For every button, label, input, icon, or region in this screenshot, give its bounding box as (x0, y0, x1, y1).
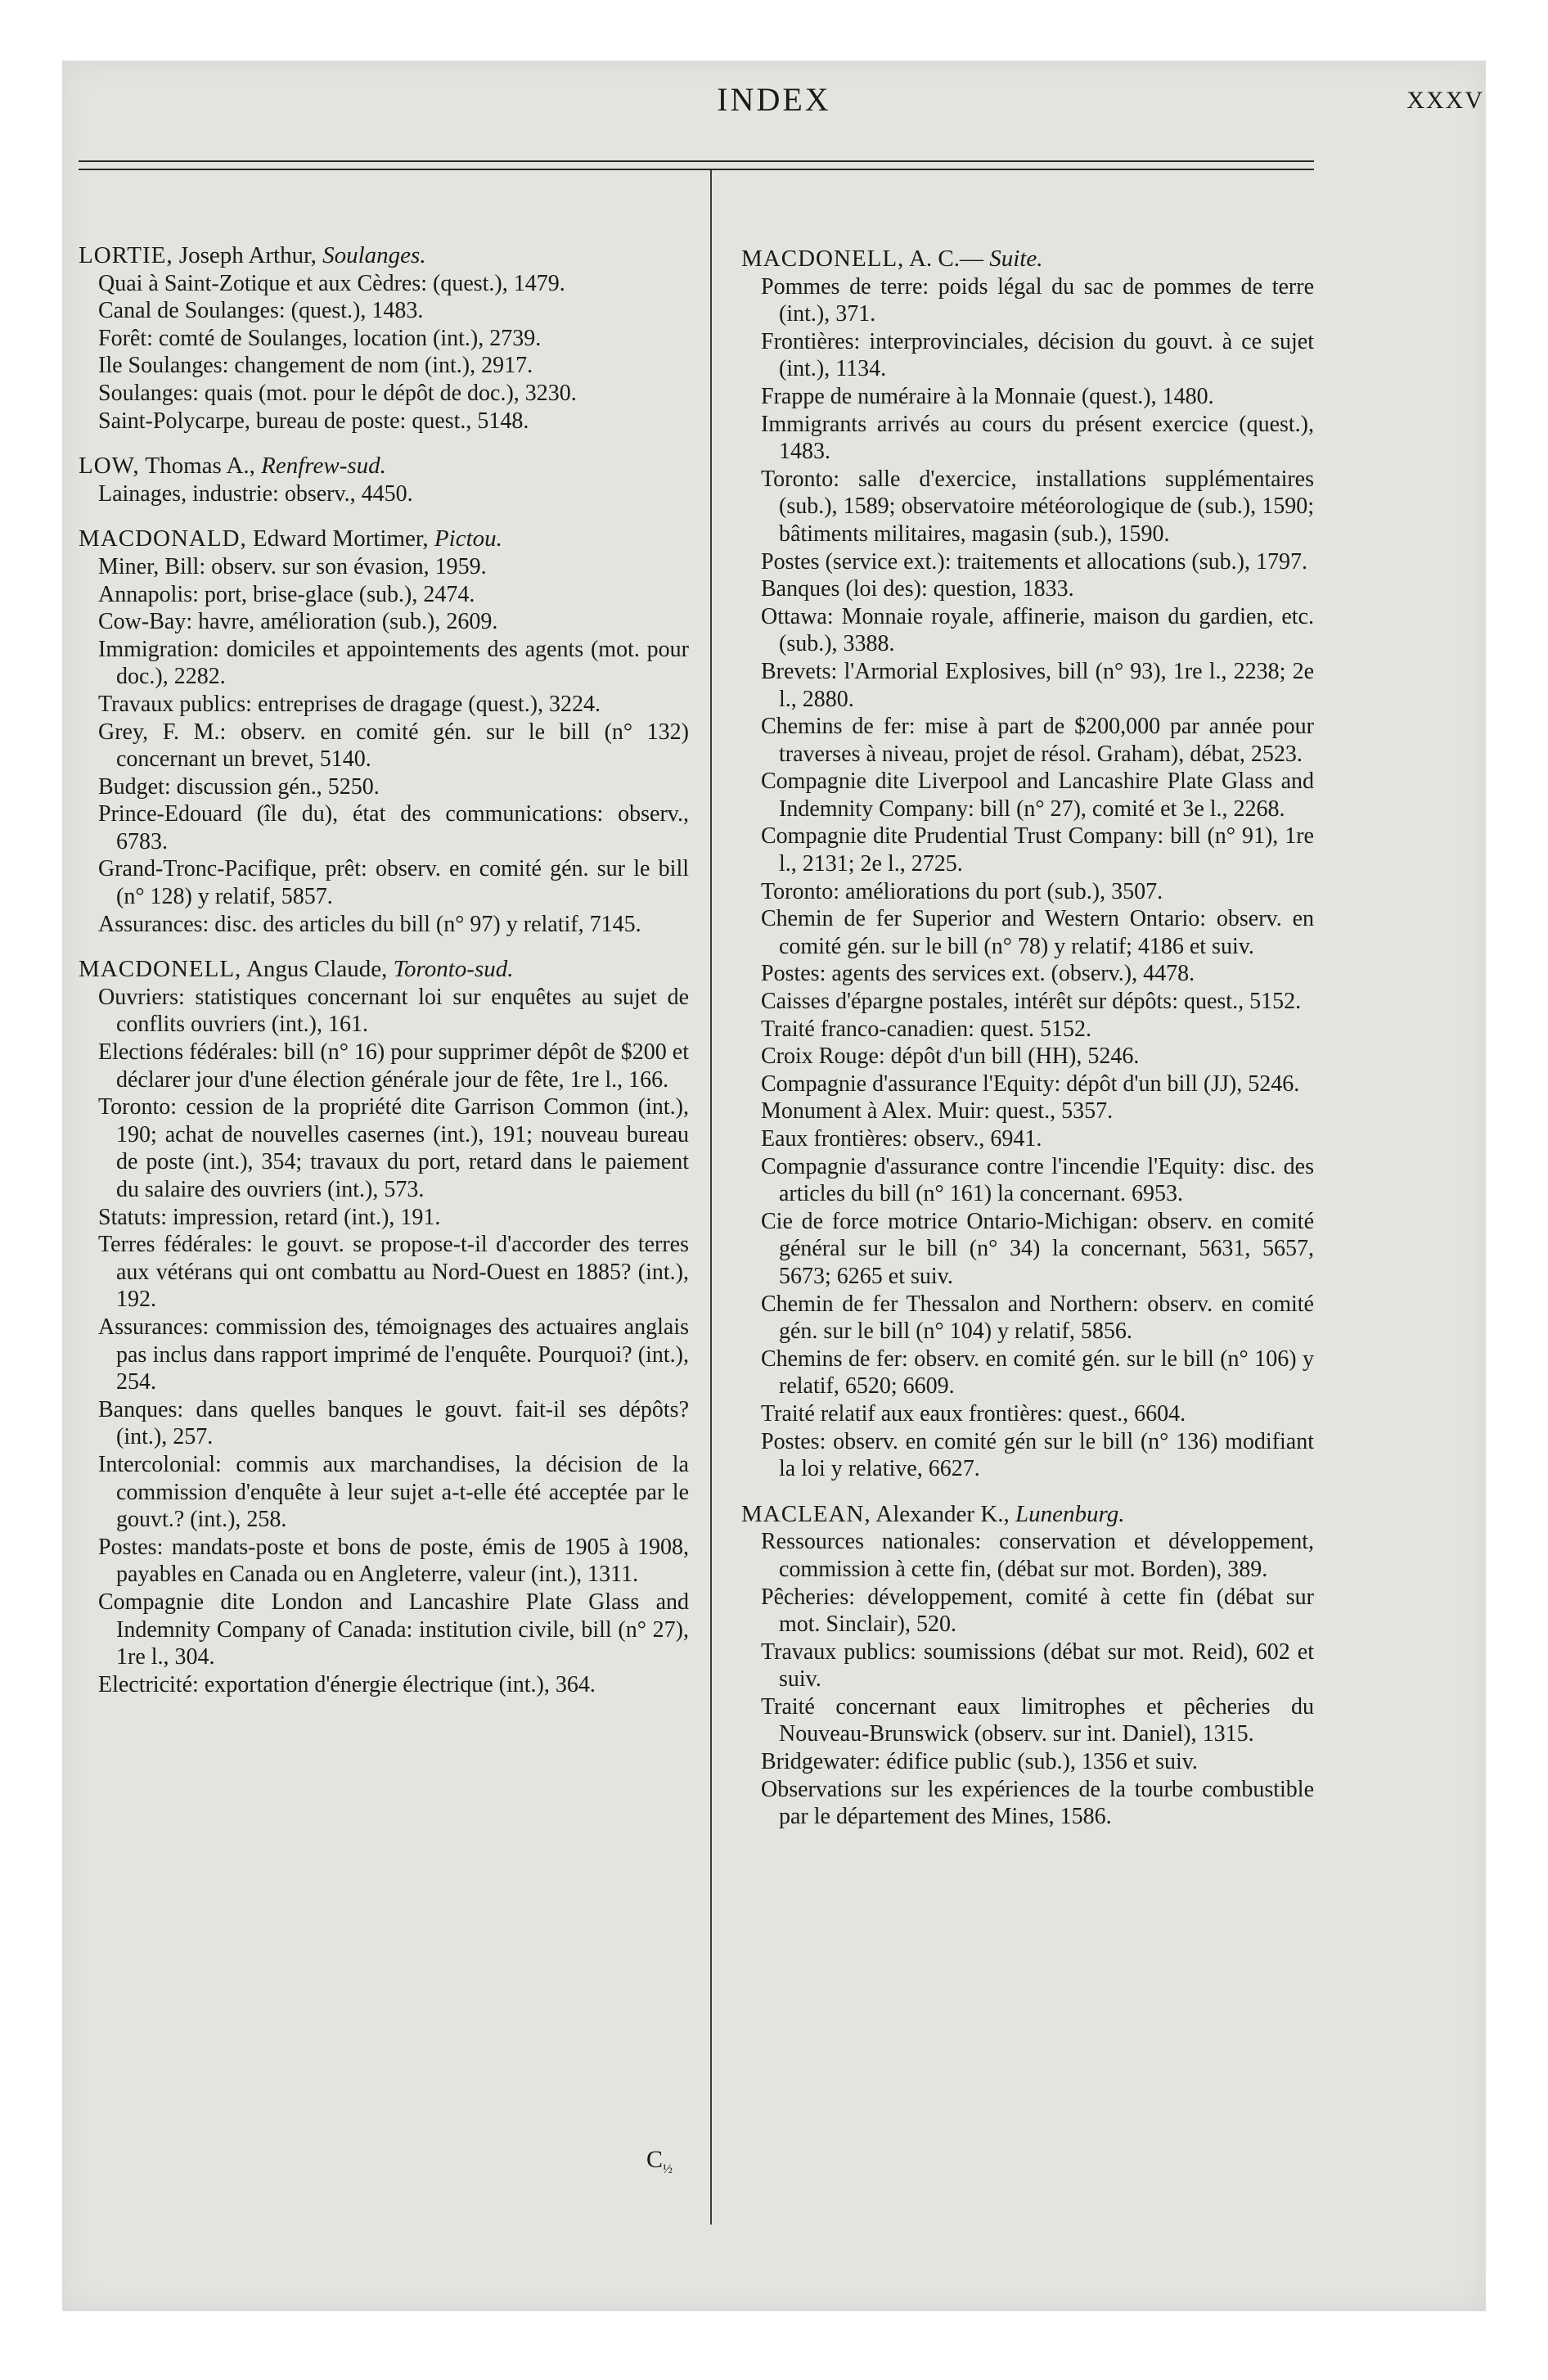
entry-item: Intercolonial: commis aux marchandises, la décision de la commission d'enquête à leur sujet a-t-elle été acceptée par le gouvt.? (int.), 258. (98, 1451, 689, 1533)
entry-item: Assurances: disc. des articles du bill (n° 97) y relatif, 7145. (98, 911, 641, 937)
index-entry (741, 1501, 1314, 1831)
entry-item: Grand-Tronc-Pacifique, prêt: observ. en comité gén. sur le bill (n° 128) y relatif, 5857. (98, 856, 689, 910)
entry-item: Chemin de fer Superior and Western Ontario: observ. en comité gén. sur le bill (n° 78) y relatif; 4186 et suiv. (761, 906, 1314, 959)
entry-item: Compagnie dite Prudential Trust Company: bill (n° 91), 1re l., 2131; 2e l., 2725. (761, 823, 1314, 877)
signature-mark (646, 2146, 673, 2177)
entry-item: Postes: mandats-poste et bons de poste, émis de 1905 à 1908, payables en Canada ou en Angleterre, valeur (int.), 1311. (98, 1534, 689, 1588)
header-rule (79, 160, 1314, 162)
entry-item: Budget: discussion gén., 5250. (98, 773, 380, 800)
entry-item: Terres fédérales: le gouvt. se propose-t-il d'accorder des terres aux vétérans qui ont combattu au Nord-Ouest en 1885? (int.), 192. (98, 1232, 689, 1313)
entry-item: Chemin de fer Thessalon and Northern: observ. en comité gén. sur le bill (n° 104) y relatif, 5856. (761, 1291, 1314, 1345)
entry-given-name: Edward Mortimer, (253, 525, 429, 552)
entry-given-name: Alexander K., (875, 1500, 1010, 1527)
entry-item: Miner, Bill: observ. sur son évasion, 1959. (98, 553, 487, 579)
entry-item: Traité relatif aux eaux frontières: quest., 6604. (761, 1400, 1186, 1427)
entry-item: Cie de force motrice Ontario-Michigan: observ. en comité général sur le bill (n° 34) la concernant, 5631, 5657, 5673; 6265 et suiv. (761, 1208, 1314, 1289)
entry-item: Postes: observ. en comité gén sur le bill (n° 136) modifiant la loi y relative, 6627. (761, 1428, 1314, 1482)
entry-item: Frappe de numéraire à la Monnaie (quest.), 1480. (761, 383, 1214, 409)
entry-item: Toronto: cession de la propriété dite Garrison Common (int.), 190; achat de nouvelles casernes (int.), 191; nouveau bureau de poste (int.), 354; travaux du port, retard dans le paiement du salaire des ouvriers (int.), 573. (98, 1094, 689, 1202)
entry-item: Elections fédérales: bill (n° 16) pour supprimer dépôt de $200 et déclarer jour d'une élection générale jour de fête, 1re l., 166. (98, 1039, 689, 1093)
entry-item: Travaux publics: soumissions (débat sur mot. Reid), 602 et suiv. (761, 1639, 1314, 1693)
index-entry (79, 525, 689, 938)
entry-item: Compagnie dite London and Lancashire Plate Glass and Indemnity Company of Canada: institution civile, bill (n° 27), 1re l., 304. (98, 1589, 689, 1670)
entry-item: Monument à Alex. Muir: quest., 5357. (761, 1098, 1114, 1125)
right-column (741, 246, 1314, 1849)
entry-item: Lainages, industrie: observ., 4450. (98, 480, 413, 507)
entry-item: Caisses d'épargne postales, intérêt sur dépôts: quest., 5152. (761, 989, 1302, 1015)
entry-surname: MACDONELL, (741, 246, 905, 272)
entry-item: Bridgewater: édifice public (sub.), 1356 et suiv. (761, 1749, 1198, 1775)
index-entry (79, 956, 689, 1698)
entry-item: Postes (service ext.): traitements et allocations (sub.), 1797. (761, 548, 1307, 575)
entry-item: Ottawa: Monnaie royale, affinerie, maison du gardien, etc. (sub.), 3388. (761, 603, 1314, 657)
entry-heading (741, 1501, 1314, 1529)
entry-heading (79, 453, 689, 480)
entry-item: Saint-Polycarpe, bureau de poste: quest., 5148. (98, 408, 529, 434)
header-rule-double (79, 169, 1314, 170)
entry-item: Postes: agents des services ext. (observ.), 4478. (761, 961, 1195, 987)
entry-riding: Renfrew-sud. (261, 453, 386, 480)
entry-item: Traité concernant eaux limitrophes et pêcheries du Nouveau-Brunswick (observ. sur int. Daniel), 1315. (761, 1693, 1314, 1747)
entry-heading (79, 956, 689, 984)
entry-given-name: Thomas A., (145, 453, 255, 480)
entry-item: Traité franco-canadien: quest. 5152. (761, 1016, 1092, 1042)
entry-item: Annapolis: port, brise-glace (sub.), 2474. (98, 581, 475, 607)
signature-letter: C (646, 2146, 664, 2173)
entry-item: Compagnie d'assurance contre l'incendie l'Equity: disc. des articles du bill (n° 161) la concernant. 6953. (761, 1153, 1314, 1207)
entry-item: Banques: dans quelles banques le gouvt. fait-il ses dépôts? (int.), 257. (98, 1396, 689, 1450)
entry-item: Electricité: exportation d'énergie électrique (int.), 364. (98, 1671, 596, 1697)
entry-item: Forêt: comté de Soulanges, location (int.), 2739. (98, 325, 542, 351)
entry-item: Pêcheries: développement, comité à cette fin (débat sur mot. Sinclair), 520. (761, 1584, 1314, 1638)
entry-surname: MACDONALD, (79, 525, 247, 552)
entry-item: Immigrants arrivés au cours du présent exercice (quest.), 1483. (761, 411, 1314, 465)
entry-item: Grey, F. M.: observ. en comité gén. sur le bill (n° 132) concernant un brevet, 5140. (98, 719, 689, 773)
entry-item: Canal de Soulanges: (quest.), 1483. (98, 298, 424, 324)
entry-riding: Toronto-sud. (393, 956, 514, 983)
entry-surname: MACDONELL, (79, 956, 242, 983)
entry-item: Toronto: améliorations du port (sub.), 3507. (761, 878, 1163, 904)
entry-surname: MACLEAN, (741, 1500, 871, 1527)
page-title: INDEX (717, 81, 831, 118)
entry-riding: Suite. (989, 246, 1043, 272)
entry-item: Eaux frontières: observ., 6941. (761, 1126, 1042, 1152)
entry-item: Ile Soulanges: changement de nom (int.), 2917. (98, 353, 533, 379)
signature-sub: ½ (663, 2162, 673, 2176)
entry-heading (79, 525, 689, 553)
entry-item: Cow-Bay: havre, amélioration (sub.), 2609. (98, 609, 498, 635)
entry-item: Chemins de fer: mise à part de $200,000 par année pour traverses à niveau, projet de résol. Graham), débat, 2523. (761, 714, 1314, 767)
page-header (0, 80, 1548, 129)
entry-item: Brevets: l'Armorial Explosives, bill (n° 93), 1re l., 2238; 2e l., 2880. (761, 658, 1314, 712)
entry-surname: LOW, (79, 453, 140, 480)
entry-item: Compagnie d'assurance l'Equity: dépôt d'un bill (JJ), 5246. (761, 1071, 1300, 1097)
entry-heading (741, 246, 1314, 273)
entry-item: Ouvriers: statistiques concernant loi sur enquêtes au sujet de conflits ouvriers (int.), 161. (98, 984, 689, 1038)
entry-riding: Pictou. (434, 525, 502, 552)
entry-surname: LORTIE, (79, 242, 173, 268)
entry-item: Immigration: domiciles et appointements des agents (mot. pour doc.), 2282. (98, 636, 689, 690)
entry-given-name: A. C.— (908, 246, 983, 272)
index-entry (741, 246, 1314, 1483)
entry-item: Soulanges: quais (mot. pour le dépôt de doc.), 3230. (98, 380, 577, 406)
entry-item: Prince-Edouard (île du), état des communications: observ., 6783. (98, 801, 689, 854)
entry-riding: Soulanges. (322, 242, 426, 268)
entry-item: Croix Rouge: dépôt d'un bill (HH), 5246. (761, 1044, 1140, 1070)
entry-item: Statuts: impression, retard (int.), 191. (98, 1204, 441, 1230)
entry-item: Assurances: commission des, témoignages des actuaires anglais pas inclus dans rapport imprimé de l'enquête. Pourquoi? (int.), 254. (98, 1314, 689, 1395)
entry-item: Ressources nationales: conservation et développement, commission à cette fin, (débat sur mot. Borden), 389. (761, 1529, 1314, 1582)
entry-given-name: Angus Claude, (245, 956, 388, 983)
index-entry (79, 242, 689, 435)
entry-riding: Lunenburg. (1015, 1500, 1125, 1527)
entry-item: Quai à Saint-Zotique et aux Cèdres: (quest.), 1479. (98, 270, 565, 296)
entry-item: Toronto: salle d'exercice, installations supplémentaires (sub.), 1589; observatoire météorologique de (sub.), 1590; bâtiments militaires, magasin (sub.), 1590. (761, 466, 1314, 547)
entry-item: Travaux publics: entreprises de dragage (quest.), 3224. (98, 691, 601, 717)
index-entry (79, 453, 689, 507)
entry-item: Banques (loi des): question, 1833. (761, 576, 1074, 602)
left-column (79, 242, 689, 1716)
page-number: XXXV (1406, 87, 1484, 114)
entry-item: Pommes de terre: poids légal du sac de pommes de terre (int.), 371. (761, 273, 1314, 327)
entry-item: Observations sur les expériences de la tourbe combustible par le département des Mines, 1586. (761, 1776, 1314, 1830)
entry-item: Compagnie dite Liverpool and Lancashire Plate Glass and Indemnity Company: bill (n° 27), comité et 3e l., 2268. (761, 769, 1314, 822)
entry-heading (79, 242, 689, 270)
entry-given-name: Joseph Arthur, (178, 242, 317, 268)
column-divider (710, 170, 712, 2224)
entry-item: Frontières: interprovinciales, décision du gouvt. à ce sujet (int.), 1134. (761, 328, 1314, 382)
entry-item: Chemins de fer: observ. en comité gén. sur le bill (n° 106) y relatif, 6520; 6609. (761, 1346, 1314, 1400)
